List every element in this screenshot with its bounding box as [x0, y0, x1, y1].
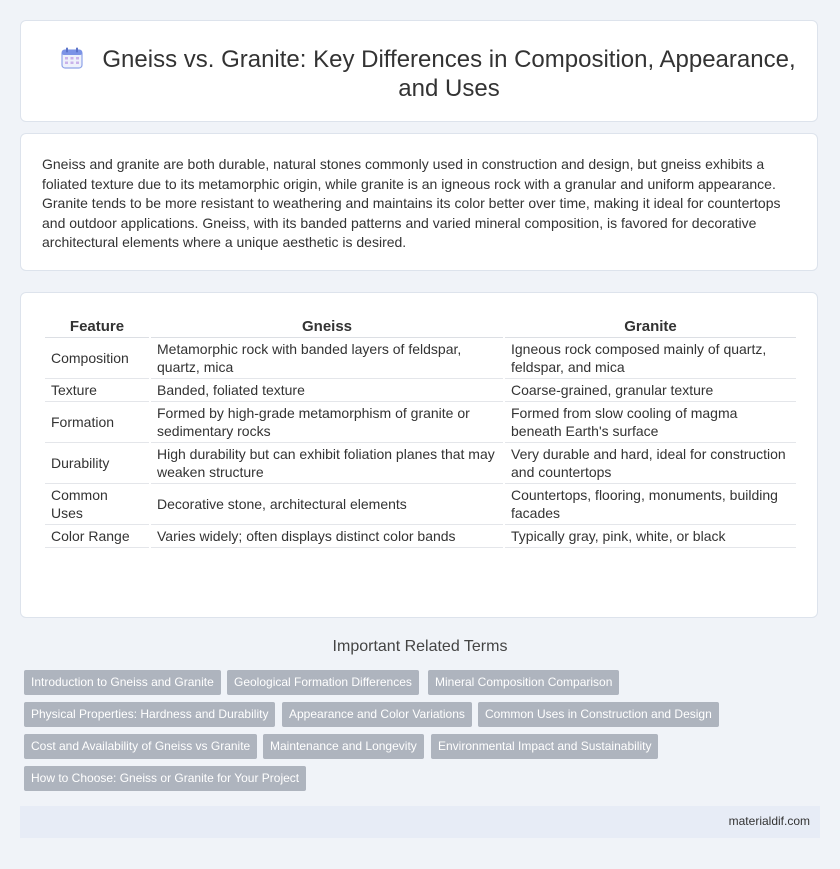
title-card	[20, 20, 818, 122]
comparison-table	[43, 315, 798, 548]
table-cell-granite: Typically gray, pink, white, or black	[505, 525, 796, 548]
table-cell-gneiss: Decorative stone, architectural elements	[151, 484, 503, 525]
table-row	[45, 443, 796, 484]
column-header-feature: Feature	[45, 315, 149, 338]
table-cell-gneiss: Metamorphic rock with banded layers of feldspar, quartz, mica	[151, 338, 503, 379]
footer	[20, 806, 820, 838]
calendar-icon	[61, 47, 83, 69]
related-term-tag[interactable]: Maintenance and Longevity	[263, 734, 424, 759]
related-term-tag[interactable]: Geological Formation Differences	[227, 670, 419, 695]
table-cell-feature: Composition	[45, 338, 149, 379]
related-term-tag[interactable]: Common Uses in Construction and Design	[478, 702, 719, 727]
table-cell-granite: Formed from slow cooling of magma beneath Earth's surface	[505, 402, 796, 443]
table-cell-granite: Very durable and hard, ideal for construction and countertops	[505, 443, 796, 484]
table-row	[45, 379, 796, 402]
table-row	[45, 338, 796, 379]
table-cell-feature: Color Range	[45, 525, 149, 548]
related-terms-heading: Important Related Terms	[332, 638, 508, 655]
comparison-table-card	[20, 292, 818, 618]
table-cell-granite: Countertops, flooring, monuments, building facades	[505, 484, 796, 525]
table-row	[45, 525, 796, 548]
table-cell-granite: Igneous rock composed mainly of quartz, feldspar, and mica	[505, 338, 796, 379]
column-header-granite: Granite	[505, 315, 796, 338]
related-term-tag[interactable]: Physical Properties: Hardness and Durability	[24, 702, 275, 727]
table-cell-feature: Common Uses	[45, 484, 149, 525]
table-cell-granite: Coarse-grained, granular texture	[505, 379, 796, 402]
page-title: Gneiss vs. Granite: Key Differences in Composition, Appearance, and Uses	[102, 46, 796, 102]
related-term-tag[interactable]: Cost and Availability of Gneiss vs Granite	[24, 734, 257, 759]
table-header-row	[45, 315, 796, 338]
related-term-tag[interactable]: Environmental Impact and Sustainability	[431, 734, 658, 759]
related-term-tag[interactable]: How to Choose: Gneiss or Granite for Your Project	[24, 766, 306, 791]
table-cell-feature: Texture	[45, 379, 149, 402]
table-cell-gneiss: Varies widely; often displays distinct color bands	[151, 525, 503, 548]
intro-card	[20, 133, 818, 271]
related-term-tag[interactable]: Appearance and Color Variations	[282, 702, 472, 727]
table-cell-gneiss: High durability but can exhibit foliation planes that may weaken structure	[151, 443, 503, 484]
table-cell-gneiss: Banded, foliated texture	[151, 379, 503, 402]
intro-paragraph: Gneiss and granite are both durable, natural stones commonly used in construction and design, but gneiss exhibits a foliated texture due to its metamorphic origin, while granite is an igneous rock with a granular and uniform appearance. Granite tends to be more resistant to weathering and maintains its color better over time, making it ideal for countertops and outdoor applications. Gneiss, with its banded patterns and varied mineral composition, is favored for decorative architectural elements where a unique aesthetic is desired.	[42, 156, 781, 250]
table-cell-gneiss: Formed by high-grade metamorphism of granite or sedimentary rocks	[151, 402, 503, 443]
table-row	[45, 402, 796, 443]
related-term-tag[interactable]: Introduction to Gneiss and Granite	[24, 670, 221, 695]
table-row	[45, 484, 796, 525]
table-cell-feature: Durability	[45, 443, 149, 484]
site-name[interactable]: materialdif.com	[728, 814, 810, 828]
table-cell-feature: Formation	[45, 402, 149, 443]
column-header-gneiss: Gneiss	[151, 315, 503, 338]
related-term-tag[interactable]: Mineral Composition Comparison	[428, 670, 619, 695]
